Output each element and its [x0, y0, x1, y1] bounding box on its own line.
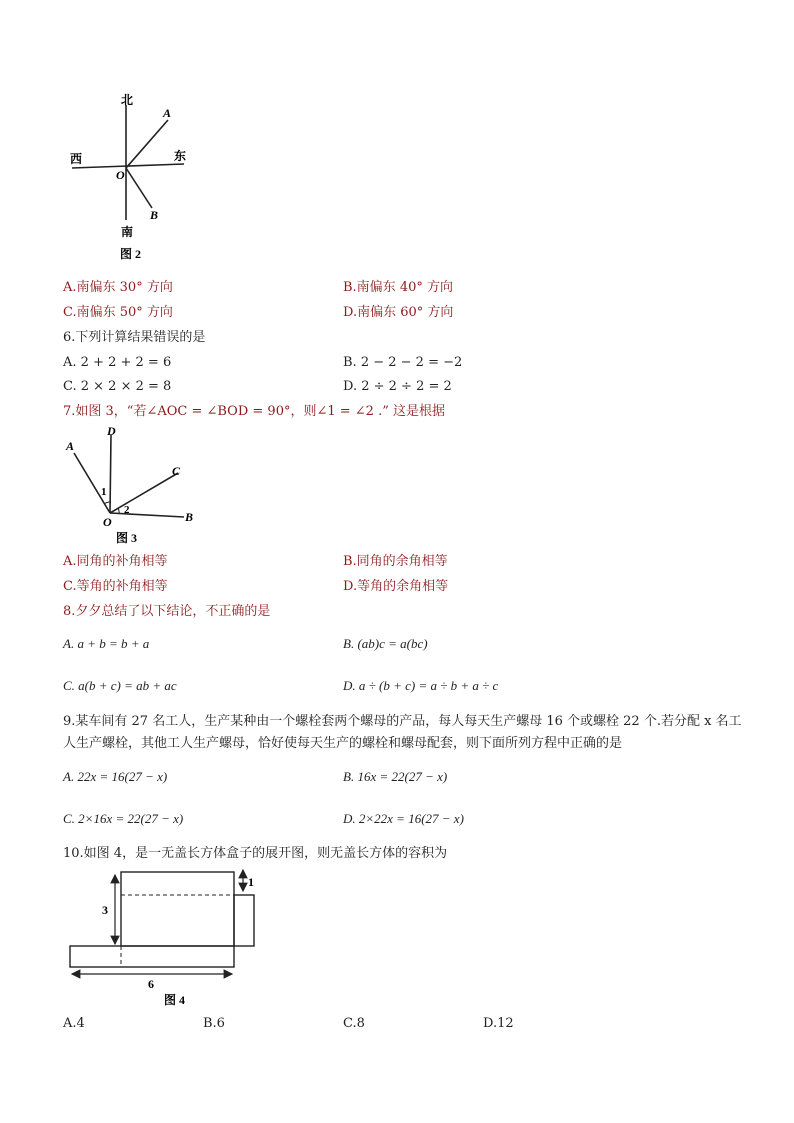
q8-option-b[interactable]: B. (ab)c = a(bc) — [343, 636, 428, 651]
origin-o-label: O — [116, 168, 125, 182]
point-a-label: A — [163, 106, 172, 120]
q8-option-d[interactable]: D. a ÷ (b + c) = a ÷ b + a ÷ c — [343, 678, 499, 693]
q8-stem: 8.夕夕总结了以下结论，不正确的是 — [63, 604, 271, 619]
compass-south-label: 南 — [121, 225, 134, 239]
q6-option-c[interactable]: C. 2 × 2 × 2 = 8 — [63, 379, 172, 394]
q7-option-c[interactable]: C.等角的补角相等 — [63, 579, 168, 594]
q7-option-d[interactable]: D.等角的余角相等 — [343, 579, 449, 594]
ray-d-label: D — [107, 425, 116, 438]
q9-option-d[interactable]: D. 2×22x = 16(27 − x) — [343, 811, 464, 826]
compass-north-label: 北 — [121, 93, 134, 107]
figure-2-caption: 图 2 — [120, 247, 142, 261]
q6-stem: 6.下列计算结果错误的是 — [63, 330, 206, 345]
ray-c-label: C — [172, 464, 181, 478]
figure-3-angles — [60, 425, 210, 550]
q5-option-c[interactable]: C.南偏东 50° 方向 — [63, 305, 173, 320]
figure-2-compass — [60, 90, 210, 265]
q5-option-a[interactable]: A.南偏东 30° 方向 — [63, 280, 173, 295]
q10-option-c[interactable]: C.8 — [343, 1016, 365, 1031]
dimension-width-label: 6 — [148, 977, 154, 991]
q10-stem: 10.如图 4，是一无盖长方体盒子的展开图，则无盖长方体的容积为 — [63, 846, 448, 861]
q7-stem: 7.如图 3，“若∠AOC = ∠BOD = 90°，则∠1 = ∠2 .” 这是根据 — [63, 404, 445, 419]
q9-option-a[interactable]: A. 22x = 16(27 − x) — [63, 769, 168, 784]
q7-option-b[interactable]: B.同角的余角相等 — [343, 554, 448, 569]
compass-west-label: 西 — [70, 152, 83, 166]
figure-4-box-net — [60, 862, 270, 1012]
q5-option-b[interactable]: B.南偏东 40° 方向 — [343, 280, 453, 295]
q8-option-c[interactable]: C. a(b + c) = ab + ac — [63, 678, 177, 693]
q9-option-b[interactable]: B. 16x = 22(27 − x) — [343, 769, 448, 784]
q10-option-d[interactable]: D.12 — [483, 1016, 514, 1031]
q9-option-c[interactable]: C. 2×16x = 22(27 − x) — [63, 811, 184, 826]
q10-option-a[interactable]: A.4 — [63, 1016, 85, 1031]
angle-2-label: 2 — [124, 504, 130, 516]
angle-1-label: 1 — [101, 486, 107, 498]
point-b-label: B — [150, 208, 159, 222]
q6-option-b[interactable]: B. 2 − 2 − 2 = −2 — [343, 355, 463, 370]
q10-option-b[interactable]: B.6 — [203, 1016, 225, 1031]
compass-east-label: 东 — [174, 149, 187, 163]
ray-b-label: B — [185, 510, 194, 524]
q6-option-d[interactable]: D. 2 ÷ 2 ÷ 2 = 2 — [343, 379, 452, 394]
ray-a-label: A — [66, 439, 75, 453]
figure-3-caption: 图 3 — [116, 531, 138, 545]
vertex-o-label: O — [103, 515, 112, 529]
q5-option-d[interactable]: D.南偏东 60° 方向 — [343, 305, 454, 320]
q7-option-a[interactable]: A.同角的补角相等 — [63, 554, 168, 569]
q6-option-a[interactable]: A. 2 + 2 + 2 = 6 — [63, 355, 172, 370]
dimension-small-label: 1 — [248, 875, 254, 889]
q9-stem: 9.某车间有 27 名工人，生产某种由一个螺栓套两个螺母的产品，每人每天生产螺母 16 个或螺栓 22 个.若分配 x 名工人生产螺栓，其他工人生产螺母，恰好使每天生产的螺栓和螺母配套，则下面所列方程中正确的是 — [63, 714, 742, 751]
dimension-height-label: 3 — [102, 903, 108, 917]
figure-4-caption: 图 4 — [164, 993, 186, 1007]
q8-option-a[interactable]: A. a + b = b + a — [63, 636, 150, 651]
